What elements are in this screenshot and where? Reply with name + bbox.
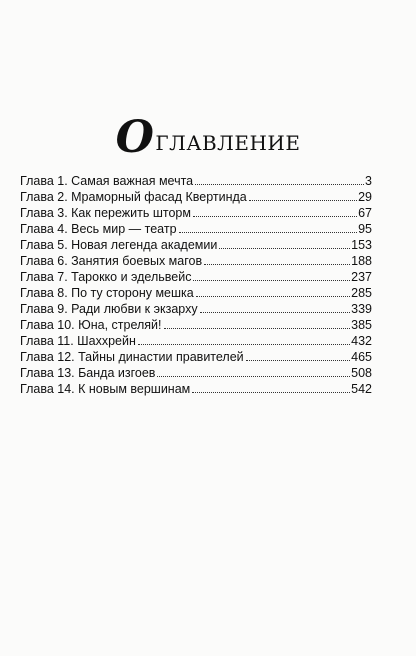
dot-leader xyxy=(164,328,351,329)
table-of-contents xyxy=(20,174,372,398)
toc-entry-page: 285 xyxy=(351,286,372,300)
toc-entry xyxy=(20,318,372,334)
toc-entry-label: Глава 3. Как пережить шторм xyxy=(20,206,191,220)
dot-leader xyxy=(192,392,350,393)
toc-entry-label: Глава 14. К новым вершинам xyxy=(20,382,191,396)
toc-entry xyxy=(20,270,372,286)
toc-entry-page: 432 xyxy=(351,334,372,348)
dot-leader xyxy=(193,280,350,281)
dot-leader xyxy=(246,360,350,361)
toc-entry xyxy=(20,254,372,270)
toc-entry-page: 465 xyxy=(351,350,372,364)
toc-entry-page: 385 xyxy=(351,318,372,332)
toc-entry-label: Глава 6. Занятия боевых магов xyxy=(20,254,203,268)
dot-leader xyxy=(179,232,358,233)
toc-entry-page: 237 xyxy=(351,270,372,284)
toc-entry-page: 542 xyxy=(351,382,372,396)
toc-entry xyxy=(20,174,372,190)
toc-entry xyxy=(20,350,372,366)
toc-entry-page: 95 xyxy=(358,222,372,236)
dot-leader xyxy=(193,216,357,217)
toc-entry xyxy=(20,222,372,238)
dot-leader xyxy=(196,296,350,297)
toc-entry-label: Глава 7. Тарокко и эдельвейс xyxy=(20,270,192,284)
page-title xyxy=(0,112,416,163)
toc-entry-label: Глава 2. Мраморный фасад Квертинда xyxy=(20,190,247,204)
toc-entry xyxy=(20,286,372,302)
dot-leader xyxy=(138,344,350,345)
title-initial: О xyxy=(115,112,155,163)
toc-entry xyxy=(20,190,372,206)
dot-leader xyxy=(157,376,350,377)
title-rest: главление xyxy=(155,124,301,157)
toc-entry xyxy=(20,382,372,398)
toc-entry-page: 67 xyxy=(358,206,372,220)
dot-leader xyxy=(219,248,350,249)
dot-leader xyxy=(249,200,357,201)
toc-entry-label: Глава 13. Банда изгоев xyxy=(20,366,156,380)
toc-entry xyxy=(20,238,372,254)
toc-entry-label: Глава 10. Юна, стреляй! xyxy=(20,318,162,332)
dot-leader xyxy=(200,312,351,313)
toc-entry xyxy=(20,206,372,222)
toc-entry-page: 339 xyxy=(351,302,372,316)
toc-entry-label: Глава 8. По ту сторону мешка xyxy=(20,286,194,300)
toc-entry-page: 3 xyxy=(365,174,372,188)
toc-entry-page: 188 xyxy=(351,254,372,268)
toc-entry-page: 508 xyxy=(351,366,372,380)
toc-entry-label: Глава 4. Весь мир — театр xyxy=(20,222,177,236)
toc-entry-label: Глава 9. Ради любви к экзарху xyxy=(20,302,198,316)
toc-entry-label: Глава 5. Новая легенда академии xyxy=(20,238,218,252)
toc-entry xyxy=(20,366,372,382)
toc-entry xyxy=(20,302,372,318)
toc-entry-page: 153 xyxy=(351,238,372,252)
toc-entry-label: Глава 11. Шаххрейн xyxy=(20,334,136,348)
dot-leader xyxy=(204,264,350,265)
toc-entry xyxy=(20,334,372,350)
toc-entry-page: 29 xyxy=(358,190,372,204)
toc-entry-label: Глава 1. Самая важная мечта xyxy=(20,174,194,188)
dot-leader xyxy=(195,184,364,185)
toc-entry-label: Глава 12. Тайны династии правителей xyxy=(20,350,244,364)
